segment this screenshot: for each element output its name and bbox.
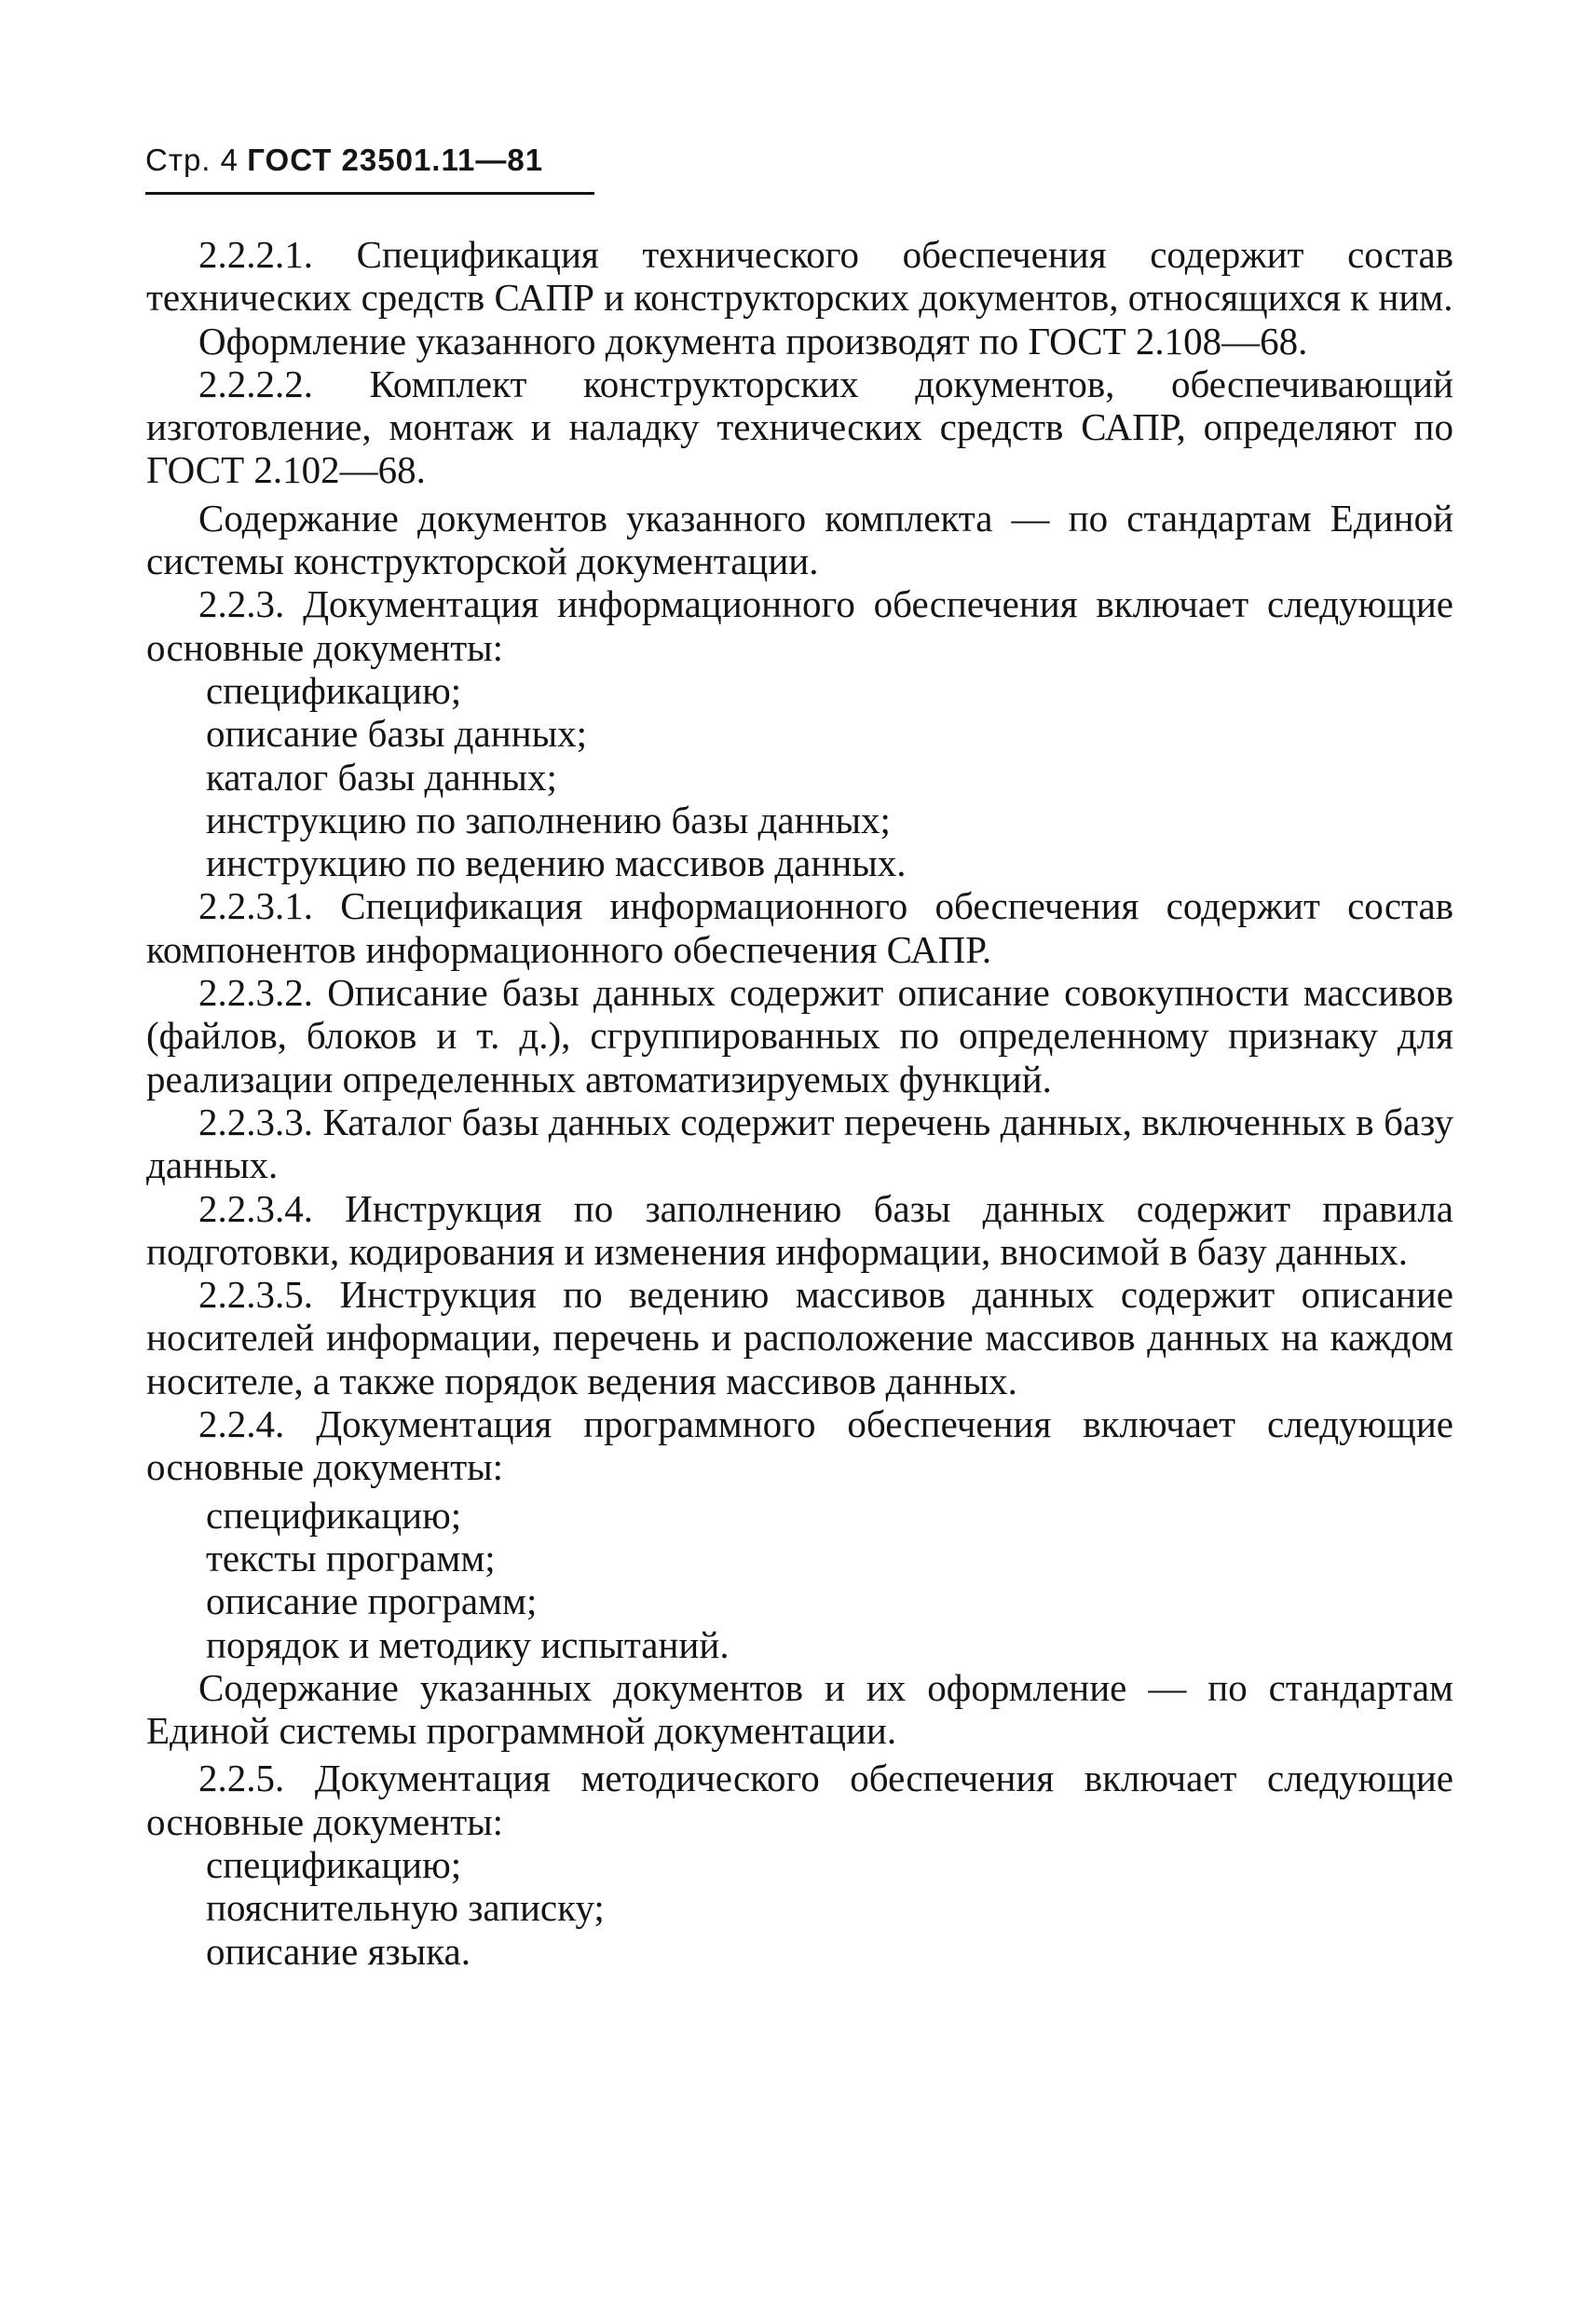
list-item: описание программ;: [206, 1579, 538, 1623]
paragraph-2-2-4: 2.2.4. Документация программного обеспечения включает следующие основные документы:: [146, 1402, 1453, 1489]
paragraph-content-espd: Содержание указанных документов и их оформление — по стандартам Единой системы программной документации.: [146, 1665, 1453, 1753]
paragraph-2-2-3-3: 2.2.3.3. Каталог базы данных содержит перечень данных, включенных в базу данных.: [146, 1100, 1453, 1187]
list-item: каталог базы данных;: [206, 755, 557, 799]
document-body: [146, 233, 1453, 1973]
list-item: порядок и методику испытаний.: [206, 1622, 730, 1666]
list-item: пояснительную записку;: [206, 1886, 605, 1930]
list-item: инструкцию по заполнению базы данных;: [206, 798, 891, 841]
list-item: спецификацию;: [206, 1493, 462, 1537]
list-item: спецификацию;: [206, 668, 462, 712]
paragraph-2-2-3-2: 2.2.3.2. Описание базы данных содержит описание совокупности массивов (файлов, блоков и т. д.), сгруппированных по определенному признаку для реализации определенных автоматизируемых функций.: [146, 971, 1453, 1101]
paragraph-2-2-2-1: 2.2.2.1. Спецификация технического обеспечения содержит состав технических средств САПР и конструкторских документов, относящихся к ним.: [146, 233, 1453, 320]
paragraph-2-2-3-1: 2.2.3.1. Спецификация информационного обеспечения содержит состав компонентов информационного обеспечения САПР.: [146, 884, 1453, 971]
page-number-label: Стр. 4: [145, 143, 239, 177]
list-item: описание языка.: [206, 1929, 471, 1973]
standard-designation: ГОСТ 23501.11—81: [247, 143, 544, 177]
paragraph-2-2-3-5: 2.2.3.5. Инструкция по ведению массивов данных содержит описание носителей информации, перечень и расположение массивов данных на каждом носителе, а также порядок ведения массивов данных.: [146, 1273, 1453, 1402]
list-item: тексты программ;: [206, 1536, 496, 1579]
list-item: спецификацию;: [206, 1842, 462, 1886]
paragraph-2-2-2-2: 2.2.2.2. Комплект конструкторских документов, обеспечивающий изготовление, монтаж и наладку технических средств САПР, определяют по ГОСТ 2.102—68.: [146, 362, 1453, 492]
paragraph-2-2-3: 2.2.3. Документация информационного обеспечения включает следующие основные документы:: [146, 582, 1453, 669]
page-header: [145, 140, 543, 182]
paragraph-formatting: Оформление указанного документа производят по ГОСТ 2.108—68.: [198, 319, 1308, 362]
paragraph-2-2-3-4: 2.2.3.4. Инструкция по заполнению базы данных содержит правила подготовки, кодирования и изменения информации, вносимой в базу данных.: [146, 1186, 1453, 1273]
list-item: инструкцию по ведению массивов данных.: [206, 841, 907, 885]
header-rule: [145, 192, 594, 195]
paragraph-content-eskd: Содержание документов указанного комплекта — по стандартам Единой системы конструкторской документации.: [146, 496, 1453, 583]
paragraph-2-2-5: 2.2.5. Документация методического обеспечения включает следующие основные документы:: [146, 1757, 1453, 1843]
list-item: описание базы данных;: [206, 712, 588, 756]
